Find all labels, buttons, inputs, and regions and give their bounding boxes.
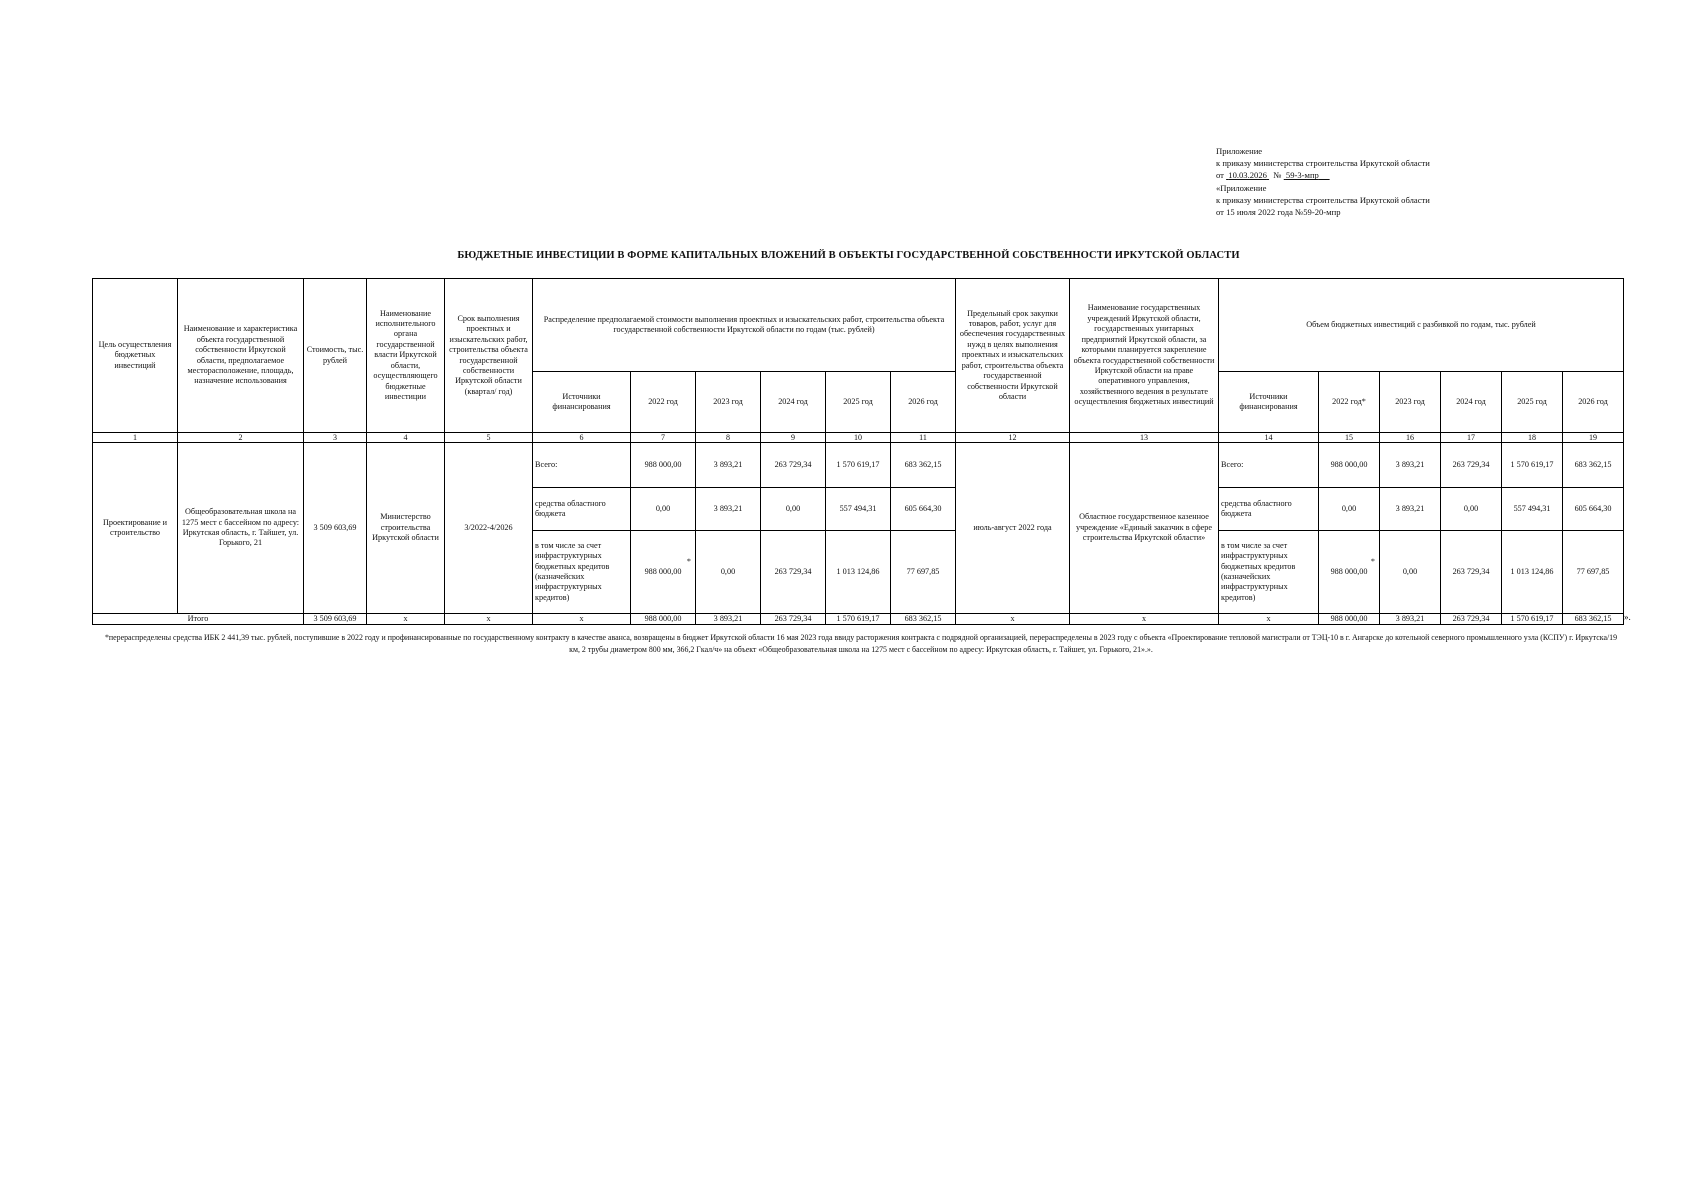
- column-number: 12: [956, 433, 1070, 443]
- header-year-2024-2: 2024 год: [1441, 372, 1502, 433]
- column-number: 18: [1502, 433, 1563, 443]
- document-title: БЮДЖЕТНЫЕ ИНВЕСТИЦИИ В ФОРМЕ КАПИТАЛЬНЫХ ВЛОЖЕНИЙ В ОБЪЕКТЫ ГОСУДАРСТВЕННОЙ СОБСТВЕННОСТИ ИРКУТСКОЙ ОБЛАСТИ: [457, 250, 1240, 261]
- goal-cell: Проектирование и строительство: [93, 443, 178, 614]
- column-number: 8: [696, 433, 761, 443]
- source-label: Всего:: [1219, 443, 1319, 488]
- header-year-2024: 2024 год: [761, 372, 826, 433]
- source-label: в том числе за счет инфраструктурных бюджетных кредитов (казначейских инфраструктурных кредитов): [533, 531, 631, 614]
- value-cell: 263 729,34: [761, 443, 826, 488]
- footnote-star: *: [1370, 556, 1375, 566]
- header-year-2026-2: 2026 год: [1563, 372, 1624, 433]
- column-number: 5: [445, 433, 533, 443]
- source-label: средства областного бюджета: [1219, 488, 1319, 531]
- total-value: 3 893,21: [1380, 614, 1441, 625]
- value-cell: 0,00: [631, 488, 696, 531]
- table-row: [93, 443, 1624, 488]
- footnote-star: *: [686, 556, 691, 566]
- value-cell: 1 013 124,86: [1502, 531, 1563, 614]
- header-year-2026: 2026 год: [891, 372, 956, 433]
- column-number: 4: [367, 433, 445, 443]
- column-number: 10: [826, 433, 891, 443]
- source-label: Всего:: [533, 443, 631, 488]
- institution-cell: Областное государственное казенное учреждение «Единый заказчик в сфере строительства Иркутской области»: [1070, 443, 1219, 614]
- value-cell: 1 013 124,86: [826, 531, 891, 614]
- column-number: 13: [1070, 433, 1219, 443]
- header-cost: Стоимость, тыс. рублей: [304, 279, 367, 433]
- total-value: 1 570 619,17: [826, 614, 891, 625]
- column-number: 2: [178, 433, 304, 443]
- appendix-line-5: к приказу министерства строительства Иркутской области: [1216, 194, 1430, 205]
- value-cell: 0,00: [1441, 488, 1502, 531]
- value-cell: 77 697,85: [891, 531, 956, 614]
- source-label: в том числе за счет инфраструктурных бюджетных кредитов (казначейских инфраструктурных кредитов): [1219, 531, 1319, 614]
- header-year-2023: 2023 год: [696, 372, 761, 433]
- total-x: х: [533, 614, 631, 625]
- executor-cell: Министерство строительства Иркутской области: [367, 443, 445, 614]
- column-number: 15: [1319, 433, 1380, 443]
- total-value: 263 729,34: [761, 614, 826, 625]
- total-value: 683 362,15: [1563, 614, 1624, 625]
- order-number-label: №: [1273, 170, 1282, 181]
- total-value: 1 570 619,17: [1502, 614, 1563, 625]
- source-label: средства областного бюджета: [533, 488, 631, 531]
- term-cell: 3/2022-4/2026: [445, 443, 533, 614]
- column-number: 6: [533, 433, 631, 443]
- column-number: 19: [1563, 433, 1624, 443]
- value-cell: 605 664,30: [1563, 488, 1624, 531]
- total-value: 3 893,21: [696, 614, 761, 625]
- purchase-deadline-cell: июль-август 2022 года: [956, 443, 1070, 614]
- table-header-row: [93, 279, 1624, 372]
- header-executor: Наименование исполнительного органа государственной власти Иркутской области, осуществляющего бюджетные инвестиции: [367, 279, 445, 433]
- value-cell: 263 729,34: [761, 531, 826, 614]
- order-number: 59-3-мпр: [1285, 170, 1319, 181]
- value-cell: 3 893,21: [1380, 443, 1441, 488]
- value-cell: 77 697,85: [1563, 531, 1624, 614]
- value-cell: 3 893,21: [696, 488, 761, 531]
- header-term: Срок выполнения проектных и изыскательских работ, строительства объекта государственной собственности Иркутской области (квартал/ год): [445, 279, 533, 433]
- header-institution: Наименование государственных учреждений Иркутской области, государственных унитарных предприятий Иркутской области, за которыми планируется закрепление объекта государственной собственности Иркутской области на праве оперативного управления, хозяйственного ведения в результате осуществления бюджетных инвестиций: [1070, 279, 1219, 433]
- total-x: х: [445, 614, 533, 625]
- value-cell: 683 362,15: [891, 443, 956, 488]
- header-cost-distribution: Распределение предполагаемой стоимости выполнения проектных и изыскательских работ, строительства объекта государственной собственности Иркутской области по годам (тыс. рублей): [533, 279, 956, 372]
- header-year-2022-star: 2022 год*: [1319, 372, 1380, 433]
- column-number: 7: [631, 433, 696, 443]
- value-cell: 0,00: [1380, 531, 1441, 614]
- total-x: х: [1219, 614, 1319, 625]
- appendix-line-3: [1216, 169, 1636, 181]
- value-cell: 557 494,31: [1502, 488, 1563, 531]
- header-year-2025: 2025 год: [826, 372, 891, 433]
- column-number: 9: [761, 433, 826, 443]
- appendix-line-6: от 15 июля 2022 года №59-20-мпр: [1216, 207, 1341, 218]
- column-number: 17: [1441, 433, 1502, 443]
- value-cell: 988 000,00: [1319, 443, 1380, 488]
- total-cost: 3 509 603,69: [304, 614, 367, 625]
- total-x: х: [956, 614, 1070, 625]
- total-x: х: [1070, 614, 1219, 625]
- order-date-prefix: от: [1216, 170, 1224, 181]
- value-cell: 263 729,34: [1441, 443, 1502, 488]
- investment-table: [92, 278, 1624, 625]
- appendix-line-1: Приложение: [1216, 146, 1263, 156]
- appendix-header: [1216, 145, 1636, 218]
- header-year-2022: 2022 год: [631, 372, 696, 433]
- value-cell: 557 494,31: [826, 488, 891, 531]
- value-cell: 605 664,30: [891, 488, 956, 531]
- value-cell: 1 570 619,17: [1502, 443, 1563, 488]
- header-goal: Цель осуществления бюджетных инвестиций: [93, 279, 178, 433]
- header-object: Наименование и характеристика объекта государственной собственности Иркутской области, предполагаемое месторасположение, площадь, назначение использования: [178, 279, 304, 433]
- value-cell: 3 893,21: [1380, 488, 1441, 531]
- column-number: 11: [891, 433, 956, 443]
- value-cell: 683 362,15: [1563, 443, 1624, 488]
- value-cell: [1319, 531, 1380, 614]
- total-value: 683 362,15: [891, 614, 956, 625]
- header-investment-volume: Объем бюджетных инвестиций с разбивкой по годам, тыс. рублей: [1219, 279, 1624, 372]
- total-row: [93, 614, 1624, 625]
- total-value: 988 000,00: [1319, 614, 1380, 625]
- footnote: *перераспределены средства ИБК 2 441,39 тыс. рублей, поступившие в 2022 году и профинансированные по государственному контракту в качестве аванса, возвращены в бюджет Иркутской области 16 мая 2023 года ввиду расторжения контракта с подрядной организацией, перераспределены в 2023 году с объекта «Проектирование тепловой магистрали от ТЭЦ-10 в г. Ангарске до котельной северного промышленного узла (КСПУ) г. Иркутска/19 км, 2 трубы диаметром 800 мм, 366,2 Гкал/ч» на объект «Общеобразовательная школа на 1275 мест с бассейном по адресу: Иркутская область, г. Тайшет, ул. Горького, 21».».: [104, 633, 1618, 654]
- header-purchase-deadline: Предельный срок закупки товаров, работ, услуг для обеспечения государственных нужд в целях выполнения проектных и изыскательских работ, строительства объекта государственной собственности Иркутской области: [956, 279, 1070, 433]
- value-cell: 263 729,34: [1441, 531, 1502, 614]
- appendix-line-2: к приказу министерства строительства Иркутской области: [1216, 158, 1430, 169]
- value-cell: 0,00: [696, 531, 761, 614]
- header-year-2025-2: 2025 год: [1502, 372, 1563, 433]
- cost-cell: 3 509 603,69: [304, 443, 367, 614]
- object-cell: Общеобразовательная школа на 1275 мест с бассейном по адресу: Иркутская область, г. Тайшет, ул. Горького, 21: [178, 443, 304, 614]
- value-cell: 988 000,00: [631, 443, 696, 488]
- value-text: 988 000,00: [1330, 566, 1368, 576]
- total-x: х: [367, 614, 445, 625]
- closing-mark: ».: [1624, 612, 1631, 622]
- column-number: 16: [1380, 433, 1441, 443]
- value-cell: [631, 531, 696, 614]
- header-year-2023-2: 2023 год: [1380, 372, 1441, 433]
- order-date: 10.03.2026: [1228, 170, 1267, 181]
- total-label: Итого: [93, 614, 304, 625]
- column-number: 14: [1219, 433, 1319, 443]
- header-sources: Источники финансирования: [533, 372, 631, 433]
- appendix-line-4: «Приложение: [1216, 182, 1267, 193]
- value-cell: 0,00: [761, 488, 826, 531]
- column-numbers-row: [93, 433, 1624, 443]
- value-cell: 1 570 619,17: [826, 443, 891, 488]
- column-number: 1: [93, 433, 178, 443]
- header-sources-2: Источники финансирования: [1219, 372, 1319, 433]
- value-cell: 3 893,21: [696, 443, 761, 488]
- total-value: 988 000,00: [631, 614, 696, 625]
- column-number: 3: [304, 433, 367, 443]
- value-cell: 0,00: [1319, 488, 1380, 531]
- total-value: 263 729,34: [1441, 614, 1502, 625]
- value-text: 988 000,00: [644, 566, 682, 576]
